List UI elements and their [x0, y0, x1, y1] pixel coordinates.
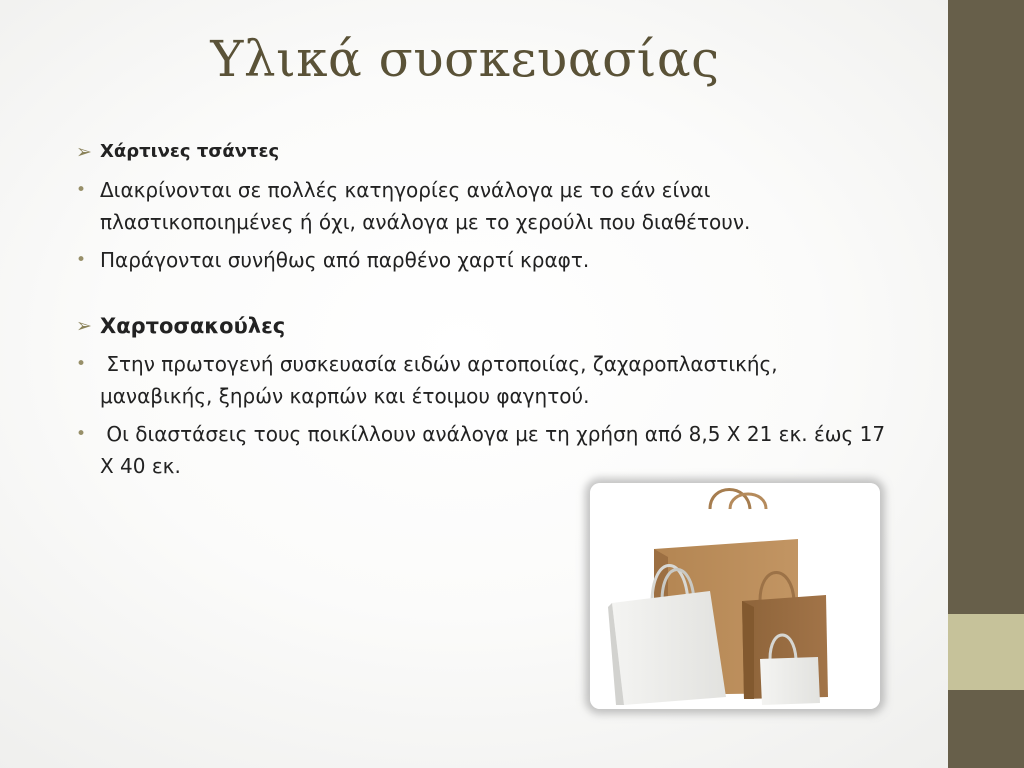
section-heading-paper-bags	[76, 136, 896, 168]
slide-title: Υλικά συσκευασίας	[210, 30, 720, 88]
list-item	[76, 348, 896, 412]
bullet-text: Οι διαστάσεις τους ποικίλλουν ανάλογα με τη χρήση από 8,5 Χ 21 εκ. έως 17 Χ 40 εκ.	[100, 422, 892, 478]
dot-bullet-icon: •	[76, 180, 87, 200]
list-item	[76, 244, 896, 276]
paper-bags-photo	[590, 483, 880, 709]
paper-bags-illustration	[590, 483, 880, 709]
dot-bullet-icon: •	[76, 250, 87, 270]
slide-content	[76, 136, 896, 488]
arrow-bullet-icon: ➢	[76, 141, 92, 163]
section-heading-text: Χαρτοσακούλες	[100, 314, 286, 338]
section-heading-paper-sacks	[76, 310, 896, 342]
section-heading-text: Χάρτινες τσάντες	[100, 141, 280, 162]
list-item	[76, 418, 896, 482]
arrow-bullet-icon: ➢	[76, 315, 92, 337]
list-item	[76, 174, 896, 238]
dot-bullet-icon: •	[76, 424, 87, 444]
bullet-text: Στην πρωτογενή συσκευασία ειδών αρτοποιίας, ζαχαροπλαστικής, μαναβικής, ξηρών καρπών και έτοιμου φαγητού.	[100, 352, 785, 408]
bullet-text: Παράγονται συνήθως από παρθένο χαρτί κραφτ.	[100, 248, 590, 272]
bullet-text: Διακρίνονται σε πολλές κατηγορίες ανάλογα με το εάν είναι πλαστικοποιημένες ή όχι, ανάλογα με το χερούλι που διαθέτουν.	[100, 178, 751, 234]
sidebar-accent-block	[948, 614, 1024, 690]
dot-bullet-icon: •	[76, 354, 87, 374]
